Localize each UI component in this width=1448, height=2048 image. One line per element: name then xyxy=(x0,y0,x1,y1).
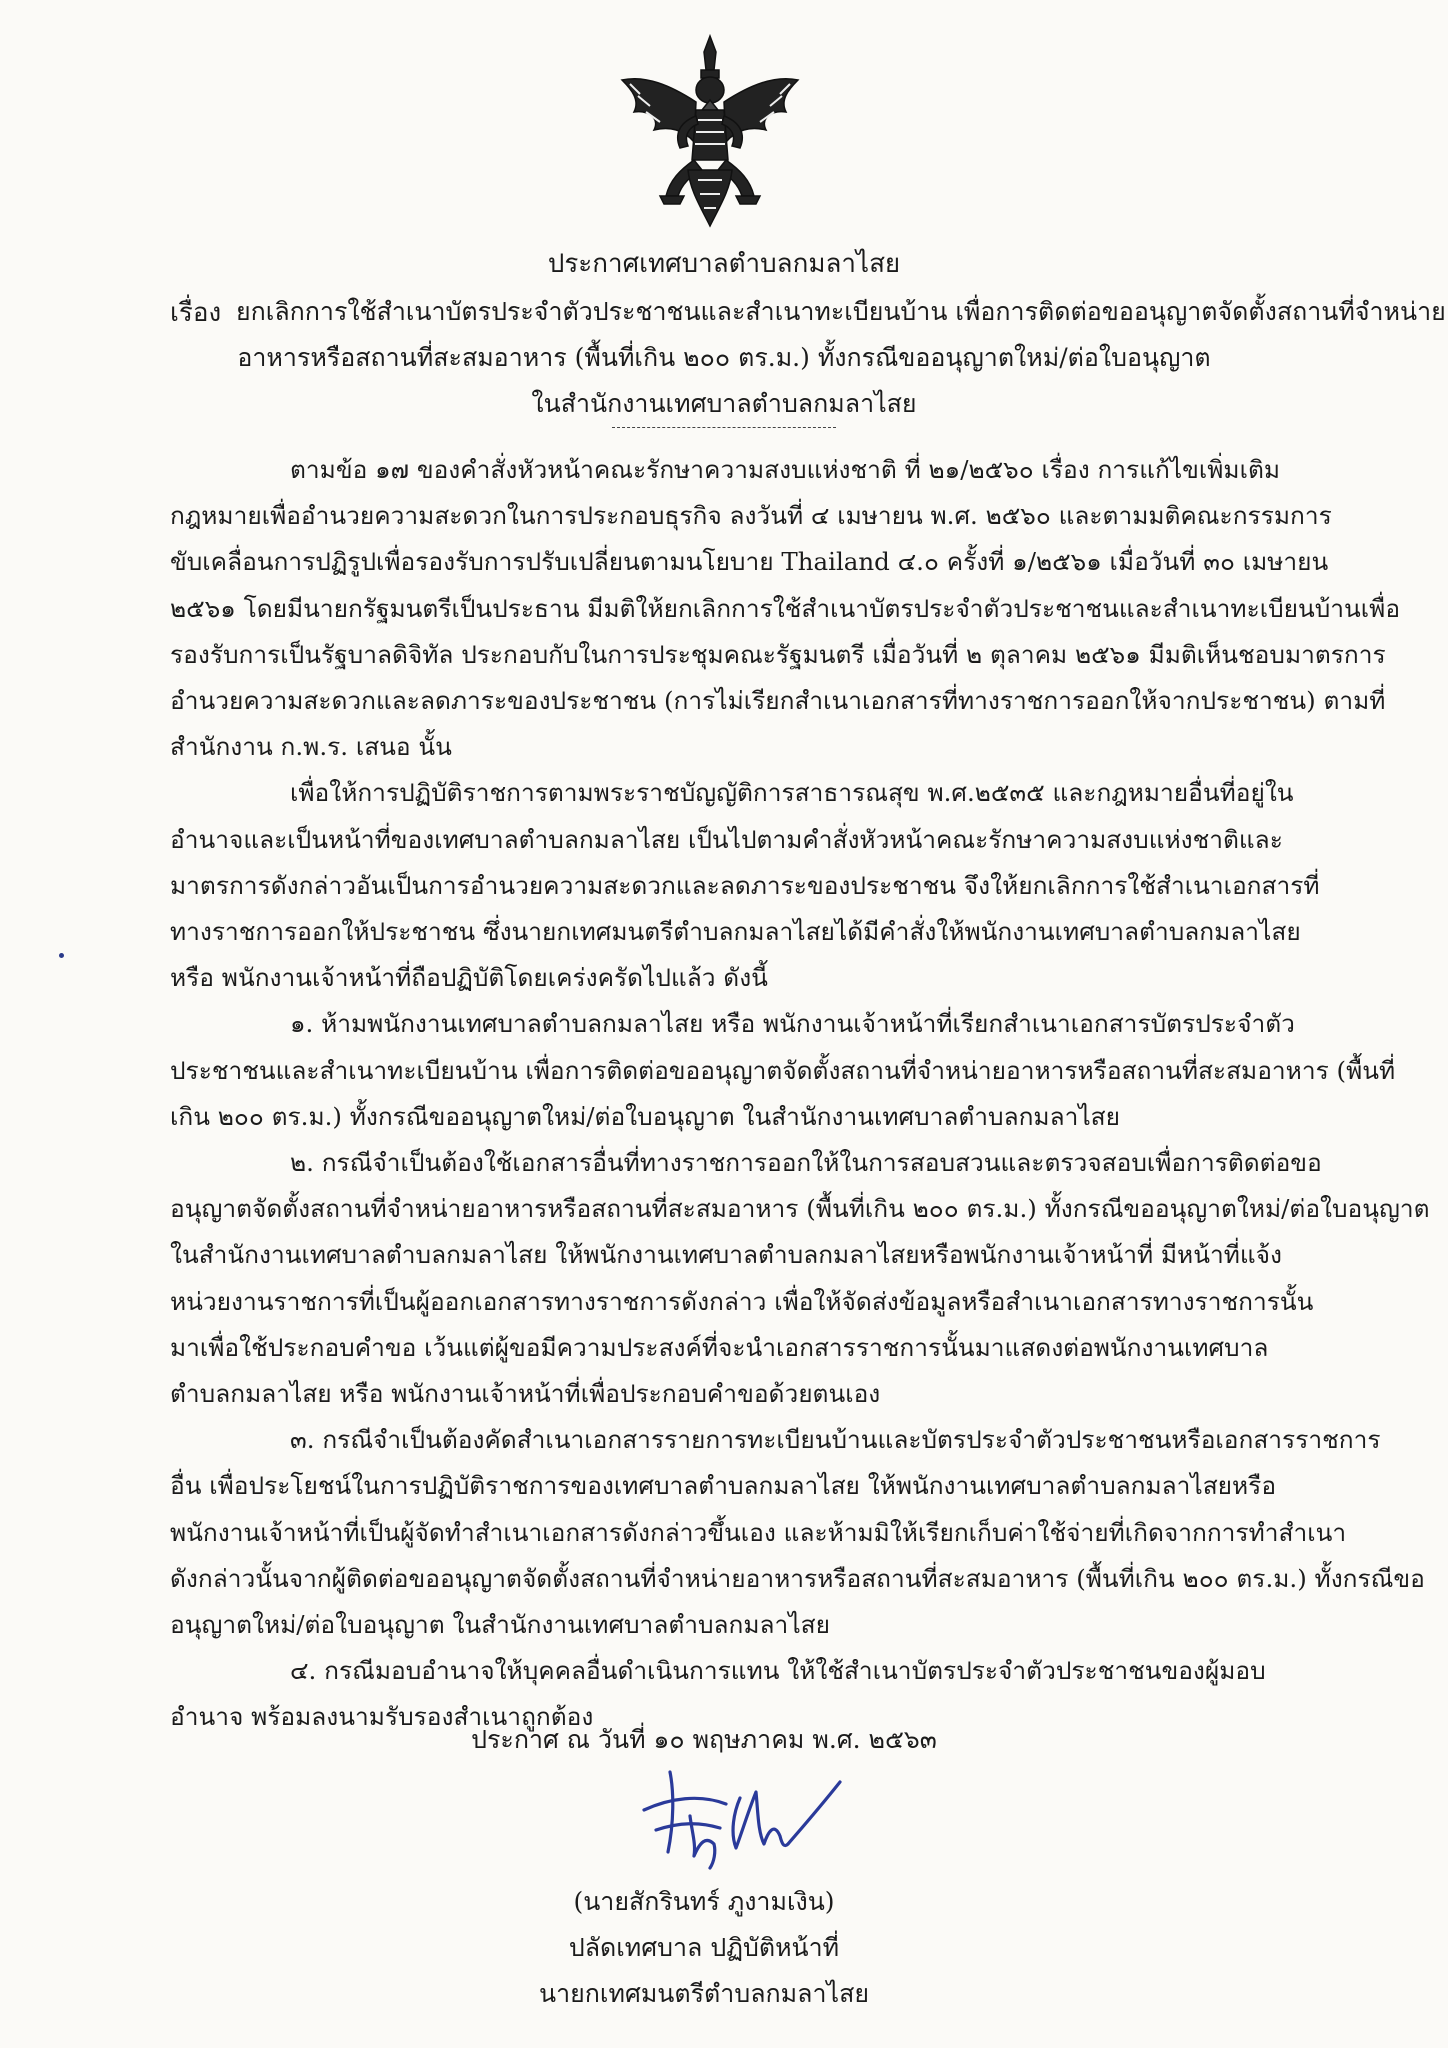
body-line: อำนาจและเป็นหน้าที่ของเทศบาลตำบลกมลาไสย เป็นไปตามคำสั่งหัวหน้าคณะรักษาความสงบแห่งชาติและ xyxy=(170,824,1283,854)
body-line: หน่วยงานราชการที่เป็นผู้ออกเอกสารทางราชการดังกล่าว เพื่อให้จัดส่งข้อมูลหรือสำเนาเอกสารทางราชการนั้น xyxy=(170,1286,1314,1316)
body-line: ขับเคลื่อนการปฏิรูปเพื่อรองรับการปรับเปลี่ยนตามนโยบาย Thailand ๔.๐ ครั้งที่ ๑/๒๕๖๑ เมื่อวันที่ ๓๐ เมษายน xyxy=(170,547,1329,577)
body-line: อื่น เพื่อประโยชน์ในการปฏิบัติราชการของเทศบาลตำบลกมลาไสย ให้พนักงานเทศบาลตำบลกมลาไสยหรือ xyxy=(170,1471,1277,1501)
body-line: พนักงานเจ้าหน้าที่เป็นผู้จัดทำสำเนาเอกสารดังกล่าวขึ้นเอง และห้ามมิให้เรียกเก็บค่าใช้จ่ายที่เกิดจากการทำสำเนา xyxy=(170,1517,1347,1547)
subject-line-1: ยกเลิกการใช้สำเนาบัตรประจำตัวประชาชนและสำเนาทะเบียนบ้าน เพื่อการติดต่อขออนุญาตจัดตั้งสถานที่จำหน่าย xyxy=(236,297,1446,326)
body-line: มาตรการดังกล่าวอันเป็นการอำนวยความสะดวกและลดภาระของประชาชน จึงให้ยกเลิกการใช้สำเนาเอกสารที่ xyxy=(170,870,1320,900)
signatory-position: ปลัดเทศบาล ปฏิบัติหน้าที่ xyxy=(568,1933,840,1962)
body-line: ๒. กรณีจำเป็นต้องใช้เอกสารอื่นที่ทางราชการออกให้ในการสอบสวนและตรวจสอบเพื่อการติดต่อขอ xyxy=(290,1148,1322,1177)
handwritten-signature xyxy=(630,1752,860,1872)
subject-line-2: อาหารหรือสถานที่สะสมอาหาร (พื้นที่เกิน ๒๐๐ ตร.ม.) ทั้งกรณีขออนุญาตใหม่/ต่อใบอนุญาต xyxy=(237,343,1211,372)
subject-line-3: ในสำนักงานเทศบาลตำบลกมลาไสย xyxy=(531,389,917,418)
body-line: ๒๕๖๑ โดยมีนายกรัฐมนตรีเป็นประธาน มีมติให้ยกเลิกการใช้สำเนาบัตรประจำตัวประชาชนและสำเนาทะเบียนบ้านเพื่อ xyxy=(170,593,1401,623)
body-line: สำนักงาน ก.พ.ร. เสนอ นั้น xyxy=(170,732,452,762)
body-line: ๑. ห้ามพนักงานเทศบาลตำบลกมลาไสย หรือ พนักงานเจ้าหน้าที่เรียกสำเนาเอกสารบัตรประจำตัว xyxy=(290,1009,1295,1039)
body-line: อำนวยความสะดวกและลดภาระของประชาชน (การไม่เรียกสำเนาเอกสารที่ทางราชการออกให้จากประชาชน) ตามที่ xyxy=(170,686,1386,715)
subject-label: เรื่อง xyxy=(170,298,222,328)
ink-speck xyxy=(59,953,64,958)
body-line: ตามข้อ ๑๗ ของคำสั่งหัวหน้าคณะรักษาความสงบแห่งชาติ ที่ ๒๑/๒๕๖๐ เรื่อง การแก้ไขเพิ่มเติม xyxy=(290,455,1281,484)
body-line: หรือ พนักงานเจ้าหน้าที่ถือปฏิบัติโดยเคร่งครัดไปแล้ว ดังนี้ xyxy=(170,963,768,993)
body-line: กฎหมายเพื่ออำนวยความสะดวกในการประกอบธุรกิจ ลงวันที่ ๔ เมษายน พ.ศ. ๒๕๖๐ และตามมติคณะกรรมการ xyxy=(170,501,1332,531)
body-line: ๔. กรณีมอบอำนาจให้บุคคลอื่นดำเนินการแทน ให้ใช้สำเนาบัตรประจำตัวประชาชนของผู้มอบ xyxy=(290,1656,1266,1686)
garuda-emblem-icon xyxy=(610,30,810,230)
body-line: ประชาชนและสำเนาทะเบียนบ้าน เพื่อการติดต่อขออนุญาตจัดตั้งสถานที่จำหน่ายอาหารหรือสถานที่สะสมอาหาร (พื้นที่ xyxy=(170,1055,1396,1085)
body-line: ในสำนักงานเทศบาลตำบลกมลาไสย ให้พนักงานเทศบาลตำบลกมลาไสยหรือพนักงานเจ้าหน้าที่ มีหน้าที่แจ้ง xyxy=(170,1240,1282,1270)
body-line: เกิน ๒๐๐ ตร.ม.) ทั้งกรณีขออนุญาตใหม่/ต่อใบอนุญาต ในสำนักงานเทศบาลตำบลกมลาไสย xyxy=(170,1101,1120,1131)
announcement-date: ประกาศ ณ วันที่ ๑๐ พฤษภาคม พ.ศ. ๒๕๖๓ xyxy=(471,1725,937,1754)
body-line: รองรับการเป็นรัฐบาลดิจิทัล ประกอบกับในการประชุมคณะรัฐมนตรี เมื่อวันที่ ๒ ตุลาคม ๒๕๖๑ มีมติเห็นชอบมาตรการ xyxy=(170,639,1386,669)
body-line: อำนาจ พร้อมลงนามรับรองสำเนาถูกต้อง xyxy=(170,1702,594,1732)
header-divider xyxy=(612,427,836,428)
body-line: ตำบลกมลาไสย หรือ พนักงานเจ้าหน้าที่เพื่อประกอบคำขอด้วยตนเอง xyxy=(170,1379,881,1408)
body-line: มาเพื่อใช้ประกอบคำขอ เว้นแต่ผู้ขอมีความประสงค์ที่จะนำเอกสารราชการนั้นมาแสดงต่อพนักงานเทศบาล xyxy=(170,1332,1269,1362)
issuer-title: ประกาศเทศบาลตำบลกมลาไสย xyxy=(547,249,901,279)
signatory-role: นายกเทศมนตรีตำบลกมลาไสย xyxy=(539,1979,869,2008)
body-line: อนุญาตใหม่/ต่อใบอนุญาต ในสำนักงานเทศบาลตำบลกมลาไสย xyxy=(170,1610,830,1639)
body-line: อนุญาตจัดตั้งสถานที่จำหน่ายอาหารหรือสถานที่สะสมอาหาร (พื้นที่เกิน ๒๐๐ ตร.ม.) ทั้งกรณีขออนุญาตใหม่/ต่อใบอนุญาต xyxy=(170,1194,1430,1224)
body-line: ๓. กรณีจำเป็นต้องคัดสำเนาเอกสารรายการทะเบียนบ้านและบัตรประจำตัวประชาชนหรือเอกสารราชการ xyxy=(290,1425,1381,1455)
body-line: ทางราชการออกให้ประชาชน ซึ่งนายกเทศมนตรีตำบลกมลาไสยได้มีคำสั่งให้พนักงานเทศบาลตำบลกมลาไสย xyxy=(170,917,1301,946)
signatory-name: (นายสักรินทร์ ภูงามเงิน) xyxy=(573,1887,835,1916)
body-line: เพื่อให้การปฏิบัติราชการตามพระราชบัญญัติการสาธารณสุข พ.ศ.๒๕๓๕ และกฎหมายอื่นที่อยู่ใน xyxy=(290,778,1294,808)
body-line: ดังกล่าวนั้นจากผู้ติดต่อขออนุญาตจัดตั้งสถานที่จำหน่ายอาหารหรือสถานที่สะสมอาหาร (พื้นที่เกิน ๒๐๐ ตร.ม.) ทั้งกรณีขอ xyxy=(170,1563,1425,1593)
